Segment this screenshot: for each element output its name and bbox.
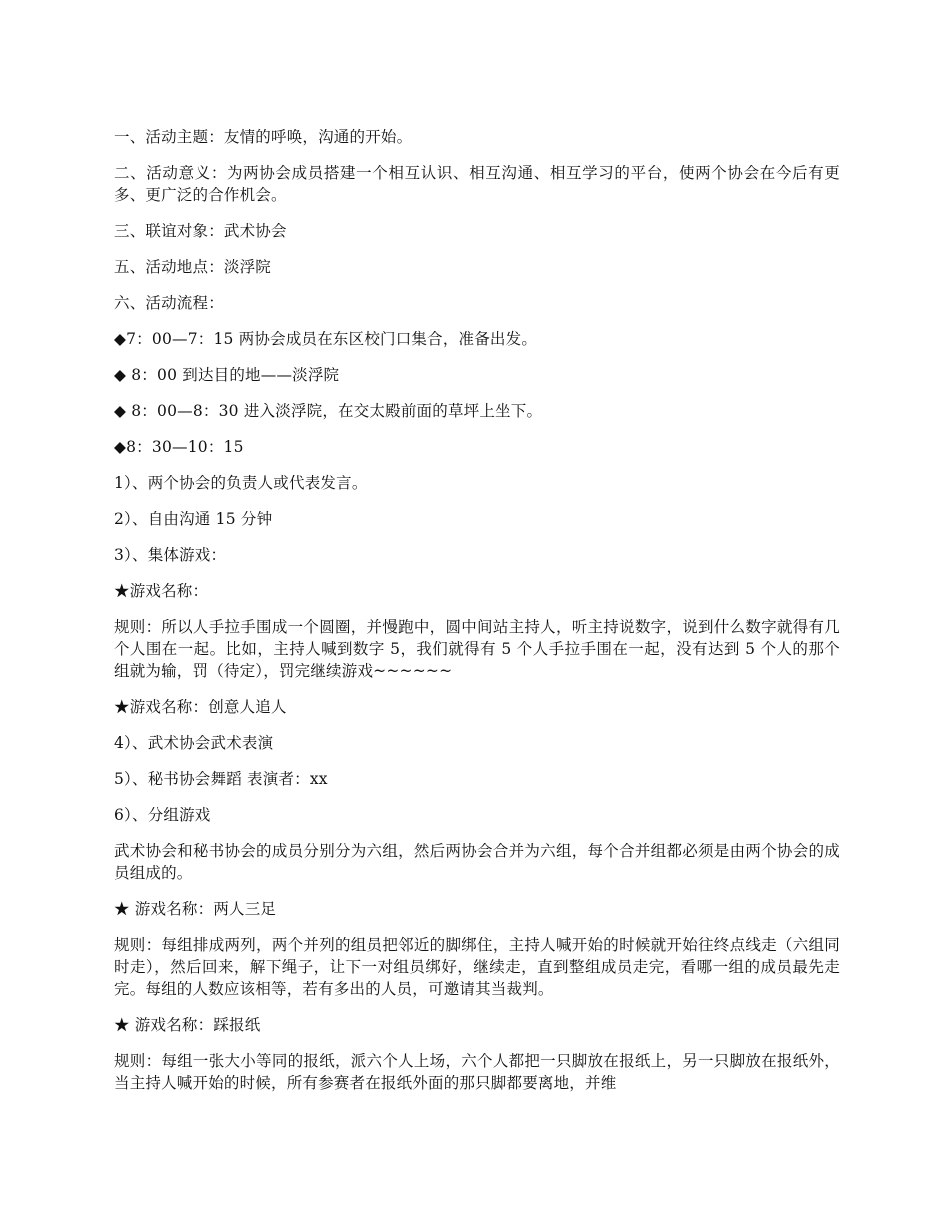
- paragraph-game-name-2: ★游戏名称：创意人追人: [114, 698, 287, 716]
- paragraph-team-division: 武术协会和秘书协会的成员分别分为六组，然后两协会合并为六组，每个合并组都必须是由两个协会的成员组成的。: [114, 842, 840, 882]
- paragraph-item-team-games: 6）、分组游戏: [114, 806, 211, 824]
- paragraph-schedule-main: ◆8：30—10：15: [114, 438, 244, 456]
- paragraph-item-free-talk: 2）、自由沟通 15 分钟: [114, 510, 273, 528]
- document-page: [114, 126, 840, 1108]
- paragraph-game-name-4: ★ 游戏名称：踩报纸: [114, 1016, 261, 1034]
- paragraph-theme: 一、活动主题：友情的呼唤，沟通的开始。: [114, 128, 413, 146]
- paragraph-item-speech: 1）、两个协会的负责人或代表发言。: [114, 474, 368, 492]
- paragraph-item-group-game: 3）、集体游戏：: [114, 546, 227, 564]
- paragraph-game-name-1: ★游戏名称：: [114, 582, 209, 600]
- paragraph-schedule-arrive: ◆ 8：00 到达目的地——淡浮院: [114, 366, 340, 384]
- paragraph-game-rules-4: 规则：每组一张大小等同的报纸，派六个人上场，六个人都把一只脚放在报纸上，另一只脚放在报纸外，当主持人喊开始的时候，所有参赛者在报纸外面的那只脚都要离地，并维: [114, 1052, 840, 1092]
- paragraph-process-heading: 六、活动流程：: [114, 294, 224, 312]
- paragraph-game-rules-3: 规则：每组排成两列，两个并列的组员把邻近的脚绑住，主持人喊开始的时候就开始往终点线走（六组同时走），然后回来，解下绳子，让下一对组员绑好，继续走，直到整组成员走完，看哪一组的成员最先走完。每组的人数应该相等，若有多出的人员，可邀请其当裁判。: [114, 936, 840, 998]
- paragraph-location: 五、活动地点：淡浮院: [114, 258, 272, 276]
- paragraph-game-name-3: ★ 游戏名称：两人三足: [114, 900, 277, 918]
- paragraph-game-rules-1: 规则：所以人手拉手围成一个圆圈，并慢跑中，圆中间站主持人，听主持说数字，说到什么数字就得有几个人围在一起。比如，主持人喊到数字 5，我们就得有 5 个人手拉手围在一起，没有达到 5 个人的那个组就为输，罚（待定），罚完继续游戏~~~~~~: [114, 618, 840, 680]
- paragraph-schedule-assemble: ◆7：00—7：15 两协会成员在东区校门口集合，准备出发。: [114, 330, 538, 348]
- paragraph-target: 三、联谊对象：武术协会: [114, 222, 287, 240]
- paragraph-significance: 二、活动意义：为两协会成员搭建一个相互认识、相互沟通、相互学习的平台，使两个协会在今后有更多、更广泛的合作机会。: [114, 164, 840, 204]
- paragraph-item-dance: 5）、秘书协会舞蹈 表演者：xx: [114, 770, 328, 788]
- paragraph-schedule-enter: ◆ 8：00—8：30 进入淡浮院，在交太殿前面的草坪上坐下。: [114, 402, 543, 420]
- paragraph-item-martial-arts: 4）、武术协会武术表演: [114, 734, 274, 752]
